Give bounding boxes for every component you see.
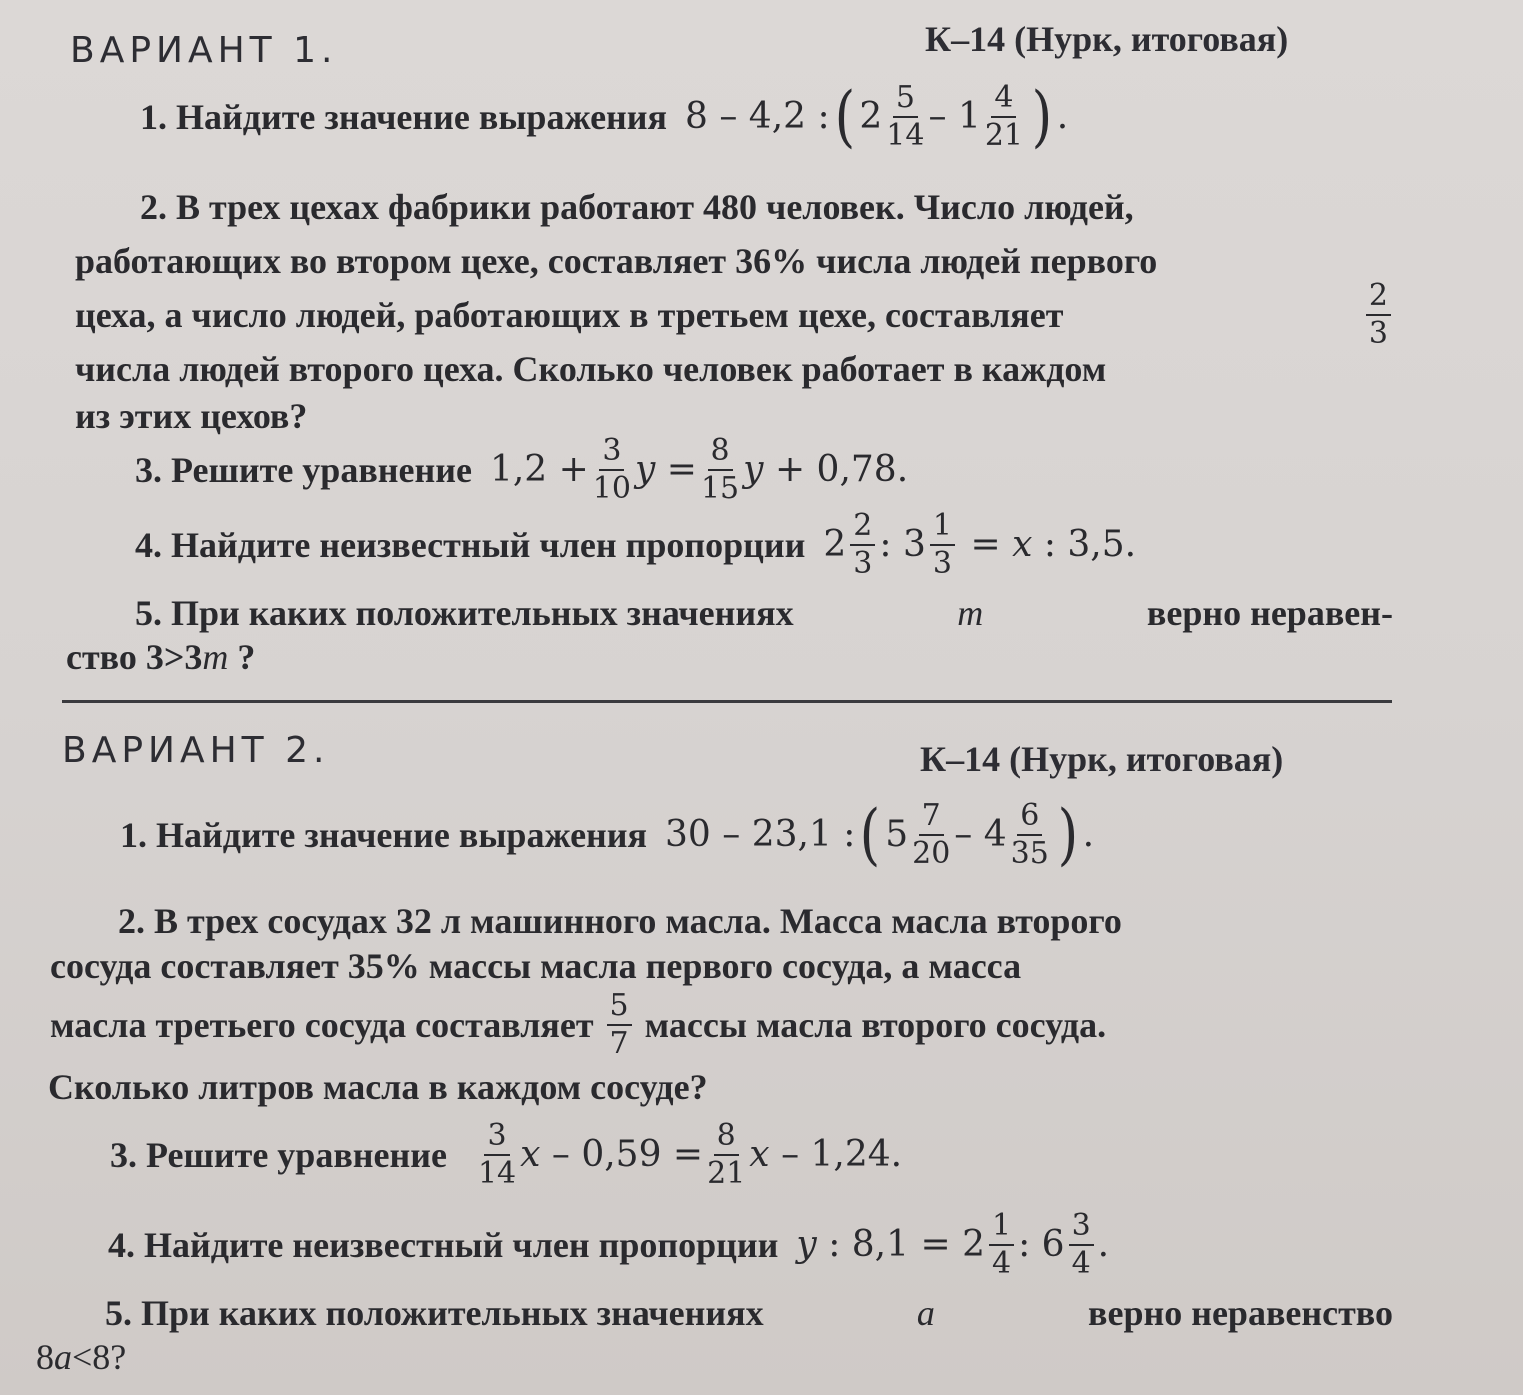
proportion: 2 $\frac{2}{3}$ : 3 $\frac{1}{3}$ = x : 3,5.	[823, 508, 1137, 581]
v2-problem-4: 4. Найдите неизвестный член пропорции y : 8,1 = 2 $\frac{1}{4}$ : 6 $\frac{3}{4}$ .	[108, 1208, 1110, 1281]
fraction: $\frac{8}{21}$	[707, 1118, 746, 1191]
problem-number: 2.	[140, 187, 167, 227]
v2-problem-2-line-2: сосуда составляет 35% массы масла первого сосуда, а масса	[50, 946, 1022, 986]
proportion: y : 8,1 = 2 $\frac{1}{4}$ : 6 $\frac{3}{4}$ .	[796, 1208, 1110, 1281]
v1-problem-2-line-3: цеха, а число людей, работающих в третьем цехе, составляет $\frac{2}{3}$	[75, 280, 1395, 349]
problem-number: 4.	[108, 1224, 135, 1265]
fraction: $\frac{3}{4}$	[1069, 1210, 1094, 1279]
fraction: $\frac{6}{35}$	[1010, 798, 1049, 871]
fraction: $\frac{1}{4}$	[989, 1210, 1014, 1279]
problem-number: 3.	[135, 449, 162, 490]
variant-1-title: ВАРИАНТ 1.	[70, 30, 338, 71]
v1-problem-2-line-5: из этих цехов?	[75, 396, 308, 436]
v1-problem-3: 3. Решите уравнение 1,2 + $\frac{3}{10}$ y = $\frac{8}{15}$ y + 0,78.	[135, 433, 909, 506]
variant-2-title: ВАРИАНТ 2.	[62, 730, 330, 771]
fraction: $\frac{3}{10}$	[592, 433, 631, 506]
problem-number: 5.	[135, 593, 162, 633]
v1-problem-1	[140, 77, 1069, 155]
section-divider	[62, 700, 1392, 703]
v2-problem-3: 3. Решите уравнение $\frac{3}{14}$ x – 0,59 = $\frac{8}{21}$ x – 1,24.	[110, 1118, 903, 1191]
problem-number: 2.	[118, 901, 145, 941]
v1-problem-2-line-4: числа людей второго цеха. Сколько человек работает в каждом	[75, 349, 1107, 389]
v2-problem-2-line-3: масла третьего сосуда составляет $\frac{5}{7}$ массы масла второго сосуда.	[50, 988, 1107, 1061]
v2-problem-2-line-4: Сколько литров масла в каждом сосуде?	[48, 1067, 708, 1107]
v1-problem-4: 4. Найдите неизвестный член пропорции 2 $\frac{2}{3}$ : 3 $\frac{1}{3}$ = x : 3,5.	[135, 508, 1137, 581]
problem-number: 4.	[135, 524, 162, 565]
expression: 30 – 23,1 : ( 5 $\frac{7}{20}$ – 4 $\frac{6}{35}$ ) .	[665, 795, 1095, 873]
fraction: $\frac{1}{3}$	[930, 510, 955, 579]
v2-problem-2-line-1: 2. В трех сосудах 32 л машинного масла. Масса масла второго	[118, 901, 1122, 941]
fraction: $\frac{5}{7}$	[607, 990, 632, 1059]
v2-problem-1	[120, 795, 1095, 873]
v1-problem-5-line-1: 5. При каких положительных значениях m верно неравен-	[135, 593, 1393, 633]
equation: $\frac{3}{14}$ x – 0,59 = $\frac{8}{21}$ x – 1,24.	[477, 1118, 903, 1191]
v1-problem-2-line-2: работающих во втором цехе, составляет 36% числа людей первого	[75, 241, 1158, 281]
problem-text: Найдите значение выражения	[176, 96, 668, 137]
fraction: $\frac{2}{3}$	[1366, 280, 1391, 349]
fraction: $\frac{7}{20}$	[912, 798, 951, 871]
problem-number: 1.	[120, 814, 147, 855]
v2-problem-5-line-1: 5. При каких положительных значениях a верно неравенство	[105, 1293, 1393, 1333]
problem-number: 5.	[105, 1293, 132, 1333]
equation: 1,2 + $\frac{3}{10}$ y = $\frac{8}{15}$ y + 0,78.	[489, 433, 909, 506]
expression: 8 – 4,2 : ( 2 $\frac{5}{14}$ – 1 $\frac{4}{21}$ ) .	[685, 77, 1069, 155]
problem-number: 3.	[110, 1134, 137, 1175]
fraction: $\frac{5}{14}$	[886, 80, 925, 153]
v2-problem-5-line-2: 8a<8?	[36, 1337, 127, 1377]
fraction: $\frac{8}{15}$	[700, 433, 740, 506]
fraction: $\frac{4}{21}$	[984, 80, 1024, 153]
v1-problem-5-line-2: ство 3>3m ?	[66, 637, 256, 677]
variant-1-code: К–14 (Нурк, итоговая)	[925, 19, 1289, 59]
problem-text: Найдите значение выражения	[156, 814, 648, 855]
fraction: $\frac{2}{3}$	[850, 510, 875, 579]
variant-2-code: К–14 (Нурк, итоговая)	[920, 739, 1284, 779]
problem-number: 1.	[140, 96, 167, 137]
fraction: $\frac{3}{14}$	[477, 1118, 517, 1191]
v1-problem-2-line-1: 2. В трех цехах фабрики работают 480 человек. Число людей,	[140, 187, 1134, 227]
